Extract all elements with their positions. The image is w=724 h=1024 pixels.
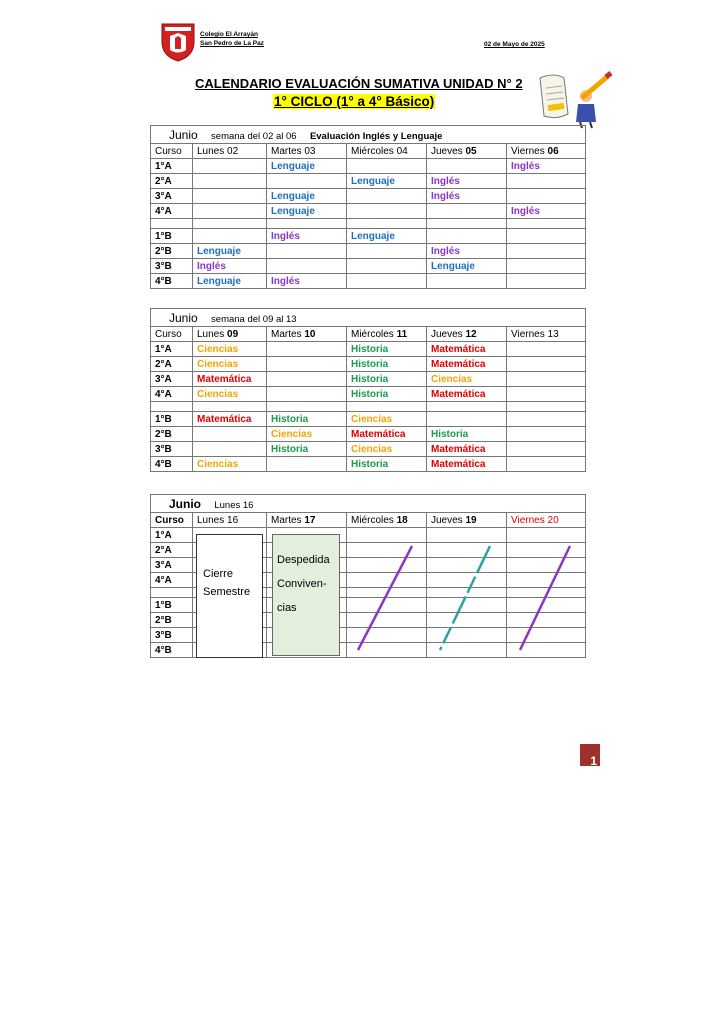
school-name: Colegio El Arrayán	[200, 31, 258, 38]
subject-cell: Inglés	[267, 229, 347, 244]
subject-cell: Matemática	[427, 342, 507, 357]
course-cell: 3°A	[151, 372, 193, 387]
course-cell: 2°B	[151, 427, 193, 442]
course-cell: 1°B	[151, 412, 193, 427]
subject-cell: Ciencias	[267, 427, 347, 442]
subject-cell: Ciencias	[347, 412, 427, 427]
subject-cell: Lenguaje	[267, 159, 347, 174]
col-friday: Viernes 06	[507, 144, 586, 159]
course-cell: 1°A	[151, 159, 193, 174]
subject-cell: Inglés	[427, 244, 507, 259]
course-cell: 4°A	[151, 387, 193, 402]
subject-cell: Matemática	[427, 442, 507, 457]
course-cell: 1°B	[151, 229, 193, 244]
course-cell: 2°B	[151, 613, 193, 628]
col-tuesday: Martes 17	[267, 513, 347, 528]
subject-cell: Matemática	[347, 427, 427, 442]
course-cell: 3°A	[151, 558, 193, 573]
wed-strike-line	[358, 546, 412, 650]
col-wednesday: Miércoles 11	[347, 327, 427, 342]
page-subtitle: 1° CICLO (1° a 4° Básico)	[274, 94, 435, 109]
subject-cell: Inglés	[267, 274, 347, 289]
subject-cell: Historia	[347, 387, 427, 402]
course-cell: 2°A	[151, 174, 193, 189]
thu-strike-line	[440, 546, 490, 650]
subject-cell: Historia	[347, 342, 427, 357]
col-thursday: Jueves 12	[427, 327, 507, 342]
col-tuesday: Martes 10	[267, 327, 347, 342]
document-date: 02 de Mayo de 2025	[484, 41, 545, 48]
subject-cell: Inglés	[507, 204, 586, 219]
subject-cell: Ciencias	[193, 457, 267, 472]
subject-cell: Matemática	[427, 457, 507, 472]
subject-cell: Matemática	[193, 372, 267, 387]
course-cell: 2°A	[151, 543, 193, 558]
col-thursday: Jueves 05	[427, 144, 507, 159]
course-cell: 4°B	[151, 457, 193, 472]
course-cell: 3°A	[151, 189, 193, 204]
week2-range: semana del 09 al 13	[211, 313, 297, 325]
col-curso: Curso	[151, 327, 193, 342]
subject-cell: Lenguaje	[347, 229, 427, 244]
week1-month: Junio	[169, 127, 198, 142]
subject-cell: Historia	[427, 427, 507, 442]
col-thursday: Jueves 19	[427, 513, 507, 528]
course-cell: 1°A	[151, 342, 193, 357]
subject-cell: Ciencias	[193, 342, 267, 357]
box1-line1: Cierre	[203, 568, 233, 580]
col-curso: Curso	[151, 144, 193, 159]
subject-cell: Lenguaje	[193, 244, 267, 259]
subject-cell: Inglés	[507, 159, 586, 174]
col-monday: Lunes 16	[193, 513, 267, 528]
page-number: 1	[580, 744, 600, 766]
subject-cell: Historia	[347, 357, 427, 372]
course-cell: 2°B	[151, 244, 193, 259]
col-wednesday: Miércoles 04	[347, 144, 427, 159]
course-cell: 4°A	[151, 573, 193, 588]
week3-month: Junio	[169, 496, 201, 511]
course-cell: 2°A	[151, 357, 193, 372]
col-monday: Lunes 09	[193, 327, 267, 342]
subject-cell: Matemática	[427, 357, 507, 372]
subject-cell: Inglés	[427, 189, 507, 204]
subject-cell: Lenguaje	[267, 204, 347, 219]
subject-cell: Historia	[267, 442, 347, 457]
course-cell: 4°A	[151, 204, 193, 219]
course-cell: 1°A	[151, 528, 193, 543]
subject-cell: Matemática	[427, 387, 507, 402]
box1-line2: Semestre	[203, 586, 251, 598]
subject-cell: Lenguaje	[427, 259, 507, 274]
box2-line1: Despedida	[277, 554, 330, 566]
subject-cell: Ciencias	[193, 357, 267, 372]
subject-cell: Ciencias	[347, 442, 427, 457]
week1-note: Evaluación Inglés y Lenguaje	[309, 130, 443, 142]
course-cell: 3°B	[151, 442, 193, 457]
fri-strike-line	[520, 546, 570, 650]
course-cell: 3°B	[151, 628, 193, 643]
subject-cell: Historia	[267, 412, 347, 427]
course-cell: 4°B	[151, 274, 193, 289]
subject-cell: Inglés	[427, 174, 507, 189]
col-friday: Viernes 20	[507, 513, 586, 528]
subject-cell: Matemática	[193, 412, 267, 427]
box2-line2: Conviven-	[277, 578, 327, 590]
course-cell: 1°B	[151, 598, 193, 613]
course-cell: 3°B	[151, 259, 193, 274]
subject-cell: Historia	[347, 457, 427, 472]
subject-cell: Historia	[347, 372, 427, 387]
week1-range: semana del 02 al 06	[211, 130, 297, 142]
subject-cell: Inglés	[193, 259, 267, 274]
school-city: San Pedro de La Paz	[200, 40, 264, 47]
week2-month: Junio	[169, 310, 198, 325]
col-friday: Viernes 13	[507, 327, 586, 342]
subject-cell: Lenguaje	[347, 174, 427, 189]
page-title: CALENDARIO EVALUACIÓN SUMATIVA UNIDAD N° 2	[195, 76, 523, 91]
subject-cell: Ciencias	[427, 372, 507, 387]
col-wednesday: Miércoles 18	[347, 513, 427, 528]
col-tuesday: Martes 03	[267, 144, 347, 159]
col-curso: Curso	[151, 513, 193, 528]
col-monday: Lunes 02	[193, 144, 267, 159]
week3-range: Lunes 16	[214, 499, 254, 511]
subject-cell: Ciencias	[193, 387, 267, 402]
course-cell: 4°B	[151, 643, 193, 658]
subject-cell: Lenguaje	[193, 274, 267, 289]
box2-line3: cias	[277, 602, 297, 614]
subject-cell: Lenguaje	[267, 189, 347, 204]
